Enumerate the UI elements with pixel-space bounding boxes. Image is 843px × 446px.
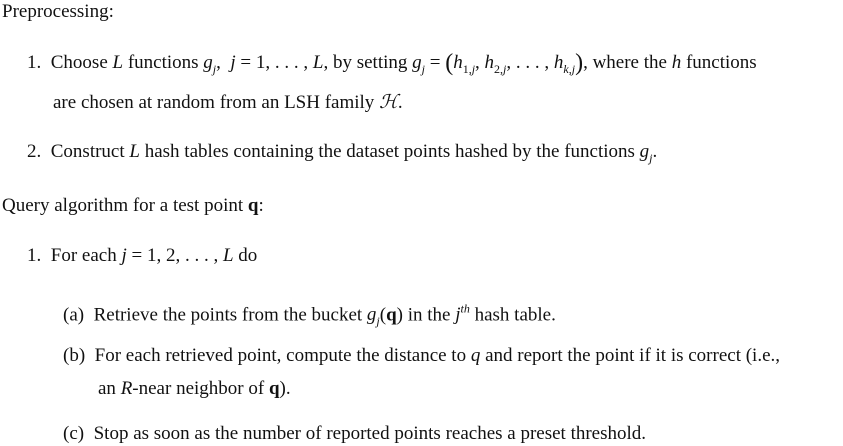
query-heading: Query algorithm for a test point q: (2, 195, 264, 216)
preprocessing-heading (2, 0, 114, 24)
query-item-1: 1. For each j = 1, 2, . . . , L do (27, 245, 258, 266)
item-marker: 1. (27, 245, 42, 266)
query-subitem-c (63, 422, 646, 446)
query-subitem-a: (a) Retrieve the points from the bucket $g_j(q)$ in the $j^{th}$ hash table. (63, 302, 556, 329)
preprocessing-item-1: 1. Choose L functions $g_j$, j = 1, . . . , L, by setting $g_j = (h_{1,j}$, $h_{2,j}$, . . . , $h_{k,j}$), where the h functions (27, 50, 757, 76)
query-subitem-b: (b) For each retrieved point, compute the distance to q and report the point if it is correct (i.e., (63, 345, 781, 366)
do-text: do (238, 245, 258, 266)
in-the-text: in the (407, 304, 451, 326)
preprocessing-item-1-cont: are chosen at random from an LSH family ℋ. (53, 91, 403, 113)
random-family-text: are chosen at random from an LSH family (53, 92, 375, 113)
an-text: an (98, 378, 116, 399)
retrieve-text: Retrieve the points from the bucket (93, 304, 363, 326)
for-each-text: For each (50, 245, 117, 266)
for-each-retrieved-text: For each retrieved point, compute the distance to (94, 345, 467, 366)
item-marker: 1. (27, 52, 42, 73)
h-functions-text: functions (685, 52, 757, 73)
report-text: and report the point if it is correct (i.e., (485, 345, 781, 366)
stop-text: Stop as soon as the number of reported points reaches a preset threshold. (93, 423, 647, 444)
query-subitem-b-cont: an R-near neighbor of q). (98, 378, 291, 399)
where-the-text: , where the (583, 52, 667, 73)
preprocessing-item-2: 2. Construct L hash tables containing the dataset points hashed by the functions $g_j$. (27, 141, 658, 165)
subitem-marker: (c) (63, 423, 85, 444)
subitem-marker: (a) (63, 304, 85, 326)
functions-text: functions (127, 52, 199, 73)
subitem-marker: (b) (63, 345, 86, 366)
query-heading-text: Query algorithm for a test point (2, 195, 244, 216)
construct-text: Construct (50, 141, 125, 162)
preprocessing-heading-text: Preprocessing: (2, 1, 114, 22)
choose-text: Choose (50, 52, 108, 73)
by-setting-text: by setting (332, 52, 408, 73)
hash-table-text: hash table. (474, 304, 556, 326)
near-neighbor-text: -near neighbor of (132, 378, 265, 399)
item-marker: 2. (27, 141, 42, 162)
hash-tables-text: hash tables containing the dataset points hashed by the functions (144, 141, 635, 162)
